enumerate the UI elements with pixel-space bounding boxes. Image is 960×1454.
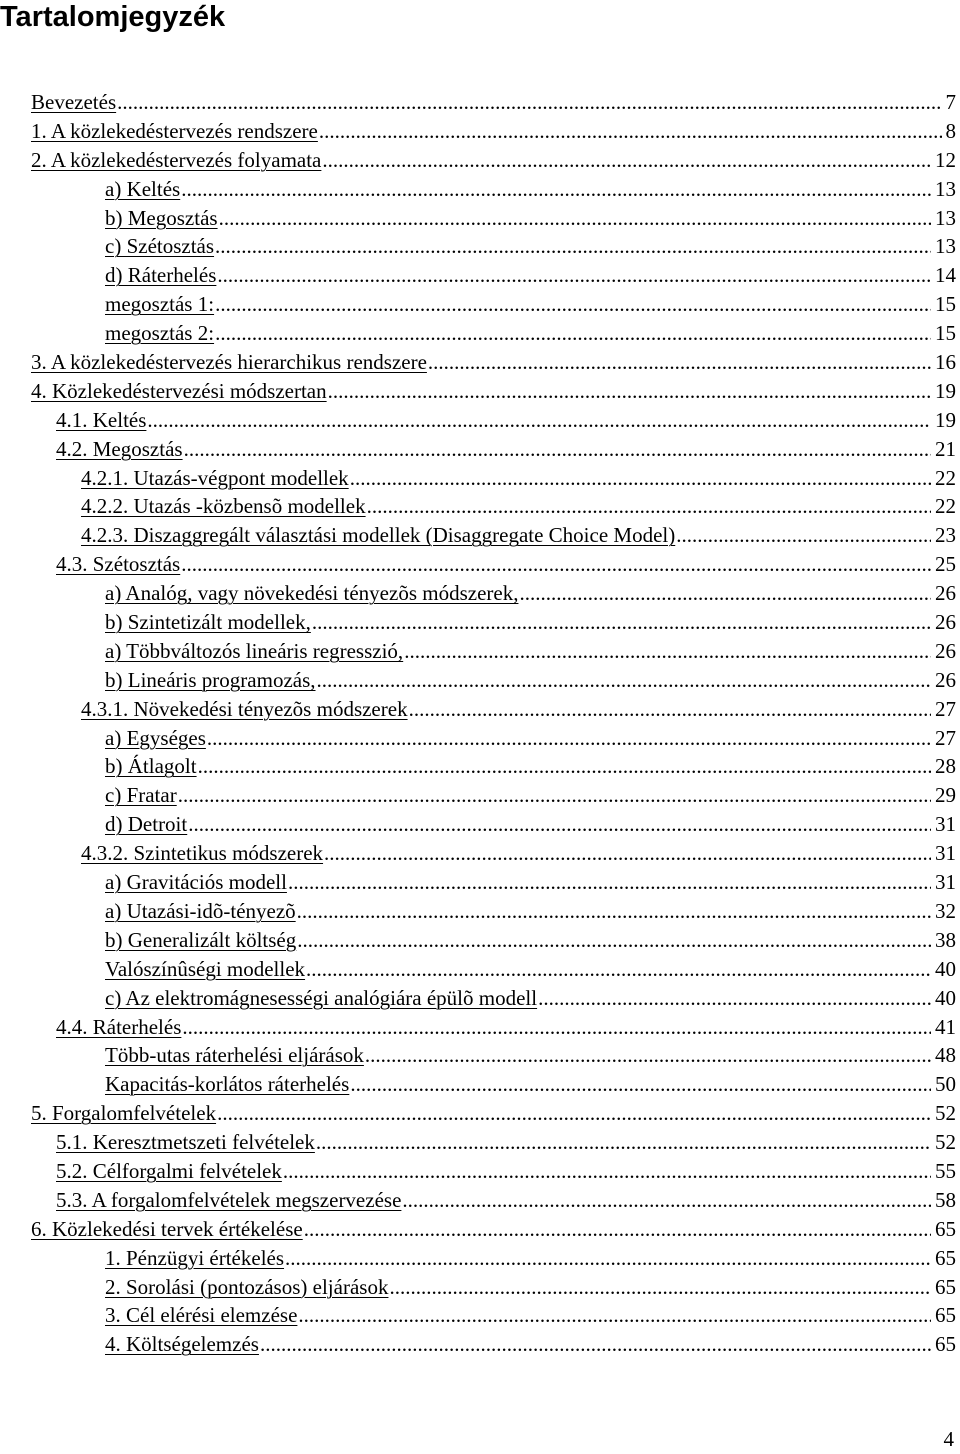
toc-entry-page: 13: [935, 205, 956, 230]
table-of-contents: [31, 88, 956, 1359]
toc-entry-link[interactable]: a) Analóg, vagy növekedési tényezõs módszerek,: [105, 581, 519, 606]
toc-dot-leader: [409, 695, 931, 723]
toc-entry[interactable]: [31, 1128, 956, 1157]
toc-entry[interactable]: [31, 435, 956, 464]
toc-entry-page: 15: [935, 321, 956, 346]
toc-entry-link[interactable]: 3. Cél elérési elemzése: [105, 1303, 298, 1328]
toc-entry-link[interactable]: 4. Közlekedéstervezési módszertan: [31, 378, 327, 403]
toc-dot-leader: [219, 204, 931, 232]
toc-entry-link[interactable]: 4.2. Megosztás: [56, 436, 183, 461]
toc-entry-page: 50: [935, 1072, 956, 1097]
toc-entry-page: 27: [935, 725, 956, 750]
toc-dot-leader: [319, 117, 942, 145]
toc-entry[interactable]: [31, 897, 956, 926]
toc-dot-leader: [298, 1301, 931, 1329]
toc-dot-leader: [288, 868, 931, 896]
toc-entry-page: 52: [935, 1130, 956, 1155]
toc-dot-leader: [217, 1099, 931, 1127]
toc-entry-page: 26: [935, 610, 956, 635]
toc-entry[interactable]: [31, 348, 956, 377]
toc-entry-page: 65: [935, 1216, 956, 1241]
toc-entry-page: 48: [935, 1043, 956, 1068]
toc-entry[interactable]: [31, 117, 956, 146]
toc-entry-page: 28: [935, 754, 956, 779]
toc-entry-page: 65: [935, 1332, 956, 1357]
toc-entry-link[interactable]: a) Gravitációs modell: [105, 870, 287, 895]
toc-entry-page: 23: [935, 523, 956, 548]
toc-entry[interactable]: [31, 1244, 956, 1273]
toc-entry-link[interactable]: a) Keltés: [105, 176, 181, 201]
toc-entry[interactable]: [31, 781, 956, 810]
toc-entry-page: 58: [935, 1187, 956, 1212]
toc-entry-page: 27: [935, 696, 956, 721]
toc-entry-page: 16: [935, 350, 956, 375]
toc-entry-link[interactable]: d) Ráterhelés: [105, 263, 217, 288]
toc-entry[interactable]: [31, 1215, 956, 1244]
toc-entry-page: 32: [935, 898, 956, 923]
toc-dot-leader: [328, 377, 931, 405]
toc-entry-link[interactable]: b) Lineáris programozás,: [105, 667, 316, 692]
toc-entry-link[interactable]: Bevezetés: [31, 90, 117, 114]
toc-entry-link[interactable]: 4. Költségelemzés: [105, 1332, 259, 1357]
toc-entry-page: 31: [935, 841, 956, 866]
toc-entry-link[interactable]: a) Többváltozós lineáris regresszió,: [105, 638, 404, 663]
toc-entry-link[interactable]: c) Az elektromágnesességi analógiára épülõ modell: [105, 985, 538, 1010]
toc-entry[interactable]: [31, 88, 956, 117]
toc-dot-leader: [215, 290, 931, 318]
toc-entry[interactable]: [31, 319, 956, 348]
toc-entry-page: 7: [945, 90, 956, 114]
toc-entry[interactable]: [31, 1186, 956, 1215]
toc-entry-link[interactable]: 5.2. Célforgalmi felvételek: [56, 1158, 282, 1183]
toc-entry[interactable]: [31, 1013, 956, 1042]
toc-entry-link[interactable]: c) Fratar: [105, 783, 177, 808]
toc-entry[interactable]: [31, 579, 956, 608]
toc-entry-page: 22: [935, 494, 956, 519]
toc-dot-leader: [404, 637, 931, 665]
toc-dot-leader: [297, 926, 931, 954]
toc-entry-page: 65: [935, 1274, 956, 1299]
toc-entry[interactable]: [31, 752, 956, 781]
toc-entry-link[interactable]: megosztás 2:: [105, 321, 215, 346]
toc-dot-leader: [317, 666, 931, 694]
toc-dot-leader: [402, 1186, 931, 1214]
toc-dot-leader: [184, 435, 931, 463]
toc-entry-link[interactable]: 5. Forgalomfelvételek: [31, 1101, 217, 1126]
toc-entry-link[interactable]: 5.1. Keresztmetszeti felvételek: [56, 1130, 315, 1155]
toc-entry-link[interactable]: 4.3. Szétosztás: [56, 552, 181, 577]
toc-entry-link[interactable]: 1. Pénzügyi értékelés: [105, 1245, 285, 1270]
toc-entry[interactable]: [31, 1273, 956, 1302]
toc-entry[interactable]: [31, 550, 956, 579]
toc-dot-leader: [117, 88, 941, 116]
toc-entry-link[interactable]: megosztás 1:: [105, 292, 215, 317]
toc-entry-page: 12: [935, 147, 956, 172]
toc-entry-link[interactable]: a) Utazási-idõ-tényezõ: [105, 898, 296, 923]
toc-dot-leader: [350, 464, 931, 492]
toc-entry[interactable]: [31, 926, 956, 955]
toc-entry[interactable]: [31, 1099, 956, 1128]
toc-entry[interactable]: [31, 204, 956, 233]
toc-dot-leader: [178, 781, 931, 809]
toc-entry-link[interactable]: d) Detroit: [105, 812, 188, 837]
toc-entry[interactable]: [31, 724, 956, 753]
toc-dot-leader: [304, 1215, 931, 1243]
toc-entry-page: 25: [935, 552, 956, 577]
toc-entry[interactable]: [31, 608, 956, 637]
toc-dot-leader: [306, 955, 931, 983]
toc-dot-leader: [350, 1070, 931, 1098]
toc-entry-page: 31: [935, 870, 956, 895]
toc-entry-link[interactable]: a) Egységes: [105, 725, 206, 750]
toc-entry-link[interactable]: 3. A közlekedéstervezés hierarchikus rendszere: [31, 350, 427, 375]
toc-entry-link[interactable]: 5.3. A forgalomfelvételek megszervezése: [56, 1187, 402, 1212]
toc-dot-leader: [285, 1244, 931, 1272]
toc-dot-leader: [147, 406, 931, 434]
toc-entry-page: 55: [935, 1158, 956, 1183]
toc-dot-leader: [538, 984, 931, 1012]
toc-entry[interactable]: [31, 290, 956, 319]
toc-entry-page: 52: [935, 1101, 956, 1126]
toc-entry-page: 22: [935, 465, 956, 490]
toc-entry-page: 65: [935, 1303, 956, 1328]
toc-dot-leader: [260, 1330, 931, 1358]
toc-entry-page: 19: [935, 378, 956, 403]
toc-entry-page: 31: [935, 812, 956, 837]
toc-entry[interactable]: [31, 521, 956, 550]
toc-entry[interactable]: [31, 666, 956, 695]
toc-entry-link[interactable]: Valószínûségi modellek: [105, 956, 306, 981]
toc-dot-leader: [283, 1157, 931, 1185]
toc-entry-link[interactable]: 4.2.1. Utazás-végpont modellek: [81, 465, 349, 490]
toc-entry[interactable]: [31, 810, 956, 839]
toc-entry-page: 14: [935, 263, 956, 288]
toc-dot-leader: [207, 724, 931, 752]
toc-entry[interactable]: [31, 1301, 956, 1330]
toc-entry-page: 13: [935, 176, 956, 201]
toc-entry[interactable]: [31, 146, 956, 175]
toc-entry-link[interactable]: 2. A közlekedéstervezés folyamata: [31, 147, 322, 172]
toc-entry-link[interactable]: 4.2.3. Diszaggregált választási modellek (Disaggregate Choice Model): [81, 523, 676, 548]
toc-dot-leader: [188, 810, 931, 838]
toc-dot-leader: [322, 146, 931, 174]
toc-entry-page: 26: [935, 667, 956, 692]
toc-entry[interactable]: [31, 261, 956, 290]
toc-entry[interactable]: [31, 175, 956, 204]
toc-entry-page: 19: [935, 407, 956, 432]
toc-entry-link[interactable]: Több-utas ráterhelési eljárások: [105, 1043, 364, 1068]
toc-dot-leader: [215, 319, 931, 347]
toc-entry[interactable]: [31, 492, 956, 521]
toc-entry[interactable]: [31, 637, 956, 666]
toc-entry-link[interactable]: 2. Sorolási (pontozásos) eljárások: [105, 1274, 389, 1299]
toc-entry[interactable]: [31, 1330, 956, 1359]
toc-entry[interactable]: [31, 695, 956, 724]
toc-entry[interactable]: [31, 1070, 956, 1099]
toc-dot-leader: [519, 579, 931, 607]
toc-dot-leader: [312, 608, 931, 636]
toc-entry-page: 15: [935, 292, 956, 317]
toc-entry-page: 21: [935, 436, 956, 461]
toc-dot-leader: [324, 839, 931, 867]
page-number: 4: [943, 1427, 954, 1451]
toc-entry-link[interactable]: b) Generalizált költség: [105, 927, 297, 952]
toc-entry[interactable]: [31, 868, 956, 897]
toc-entry-page: 41: [935, 1014, 956, 1039]
toc-dot-leader: [217, 261, 931, 289]
toc-entry-link[interactable]: 4.2.2. Utazás -közbensõ modellek: [81, 494, 366, 519]
toc-entry-page: 29: [935, 783, 956, 808]
toc-entry[interactable]: [31, 406, 956, 435]
toc-entry-page: 8: [945, 118, 956, 143]
toc-entry-page: 65: [935, 1245, 956, 1270]
toc-entry-link[interactable]: 6. Közlekedési tervek értékelése: [31, 1216, 303, 1241]
toc-entry-link[interactable]: c) Szétosztás: [105, 234, 215, 259]
toc-entry[interactable]: [31, 464, 956, 493]
toc-entry-link[interactable]: 4.4. Ráterhelés: [56, 1014, 182, 1039]
toc-dot-leader: [181, 550, 931, 578]
toc-dot-leader: [676, 521, 931, 549]
toc-entry-link[interactable]: 4.3.2. Szintetikus módszerek: [81, 841, 324, 866]
toc-entry[interactable]: [31, 377, 956, 406]
toc-entry[interactable]: [31, 1041, 956, 1070]
toc-entry-link[interactable]: b) Átlagolt: [105, 754, 197, 779]
toc-dot-leader: [182, 1013, 931, 1041]
toc-entry-page: 26: [935, 581, 956, 606]
toc-dot-leader: [428, 348, 931, 376]
toc-dot-leader: [215, 232, 931, 260]
toc-entry-page: 40: [935, 956, 956, 981]
toc-dot-leader: [316, 1128, 931, 1156]
toc-entry[interactable]: [31, 1157, 956, 1186]
toc-dot-leader: [297, 897, 931, 925]
toc-dot-leader: [365, 1041, 931, 1069]
toc-dot-leader: [198, 752, 931, 780]
toc-entry-page: 38: [935, 927, 956, 952]
toc-entry-page: 26: [935, 638, 956, 663]
toc-entry[interactable]: [31, 839, 956, 868]
page-title: Tartalomjegyzék: [0, 1, 226, 33]
toc-entry-link[interactable]: b) Szintetizált modellek,: [105, 610, 311, 635]
toc-entry-page: 13: [935, 234, 956, 259]
toc-entry-page: 40: [935, 985, 956, 1010]
toc-entry-link[interactable]: 4.3.1. Növekedési tényezõs módszerek: [81, 696, 408, 721]
toc-entry-link[interactable]: b) Megosztás: [105, 205, 218, 230]
toc-entry-link[interactable]: 1. A közlekedéstervezés rendszere: [31, 118, 318, 143]
toc-dot-leader: [367, 492, 931, 520]
toc-entry-link[interactable]: Kapacitás-korlátos ráterhelés: [105, 1072, 350, 1097]
toc-dot-leader: [389, 1273, 931, 1301]
toc-entry[interactable]: [31, 232, 956, 261]
toc-dot-leader: [181, 175, 931, 203]
toc-entry[interactable]: [31, 955, 956, 984]
toc-entry-link[interactable]: 4.1. Keltés: [56, 407, 147, 432]
toc-entry[interactable]: [31, 984, 956, 1013]
